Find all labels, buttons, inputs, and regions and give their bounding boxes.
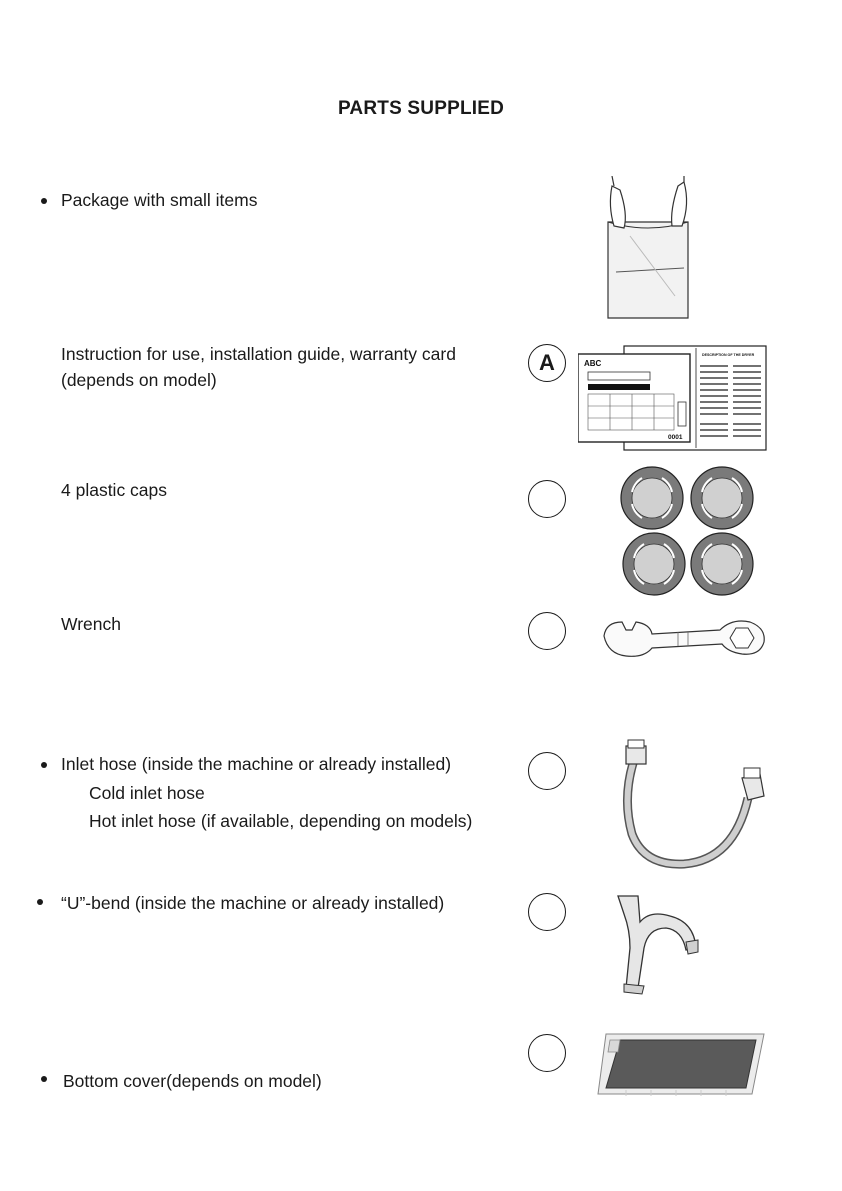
manual-code: 0001 [668, 434, 683, 441]
inlet-hose-image [614, 738, 774, 870]
package-label: Package with small items [61, 190, 258, 210]
item-marker-caps [528, 480, 566, 518]
wrench-label: Wrench [61, 614, 121, 634]
page-title: PARTS SUPPLIED [337, 98, 505, 119]
manual-heading: DESCRIPTION OF THE DRYER [702, 353, 755, 357]
cold-inlet-hose-label: Cold inlet hose [89, 783, 205, 803]
item-marker-inlet [528, 752, 566, 790]
package-bag-image [600, 176, 696, 322]
item-marker-wrench [528, 612, 566, 650]
wrench-image [600, 614, 770, 662]
bullet [41, 1076, 47, 1082]
bullet [41, 198, 47, 204]
inlet-hose-label: Inlet hose (inside the machine or already installed) [61, 754, 452, 774]
u-bend-label: “U”-bend (inside the machine or already installed) [61, 893, 445, 913]
plastic-caps-image [618, 466, 758, 598]
caps-label: 4 plastic caps [61, 480, 168, 500]
u-bend-image [610, 892, 702, 996]
bottom-cover-label: Bottom cover(depends on model) [63, 1071, 322, 1091]
bullet [37, 899, 43, 905]
item-marker-bottom-cover [528, 1034, 566, 1072]
item-marker-u-bend [528, 893, 566, 931]
item-marker-a: A [528, 344, 566, 382]
manual-documents-image [578, 344, 768, 454]
cap [621, 467, 683, 529]
bullet [41, 762, 47, 768]
instruction-label-line2: (depends on model) [61, 370, 217, 390]
hot-inlet-hose-label: Hot inlet hose (if available, depending on models) [89, 811, 473, 831]
bottom-cover-image [596, 1032, 766, 1098]
instruction-label-line1: Instruction for use, installation guide, warranty card [61, 344, 456, 364]
manual-brand: ABC [584, 359, 602, 368]
